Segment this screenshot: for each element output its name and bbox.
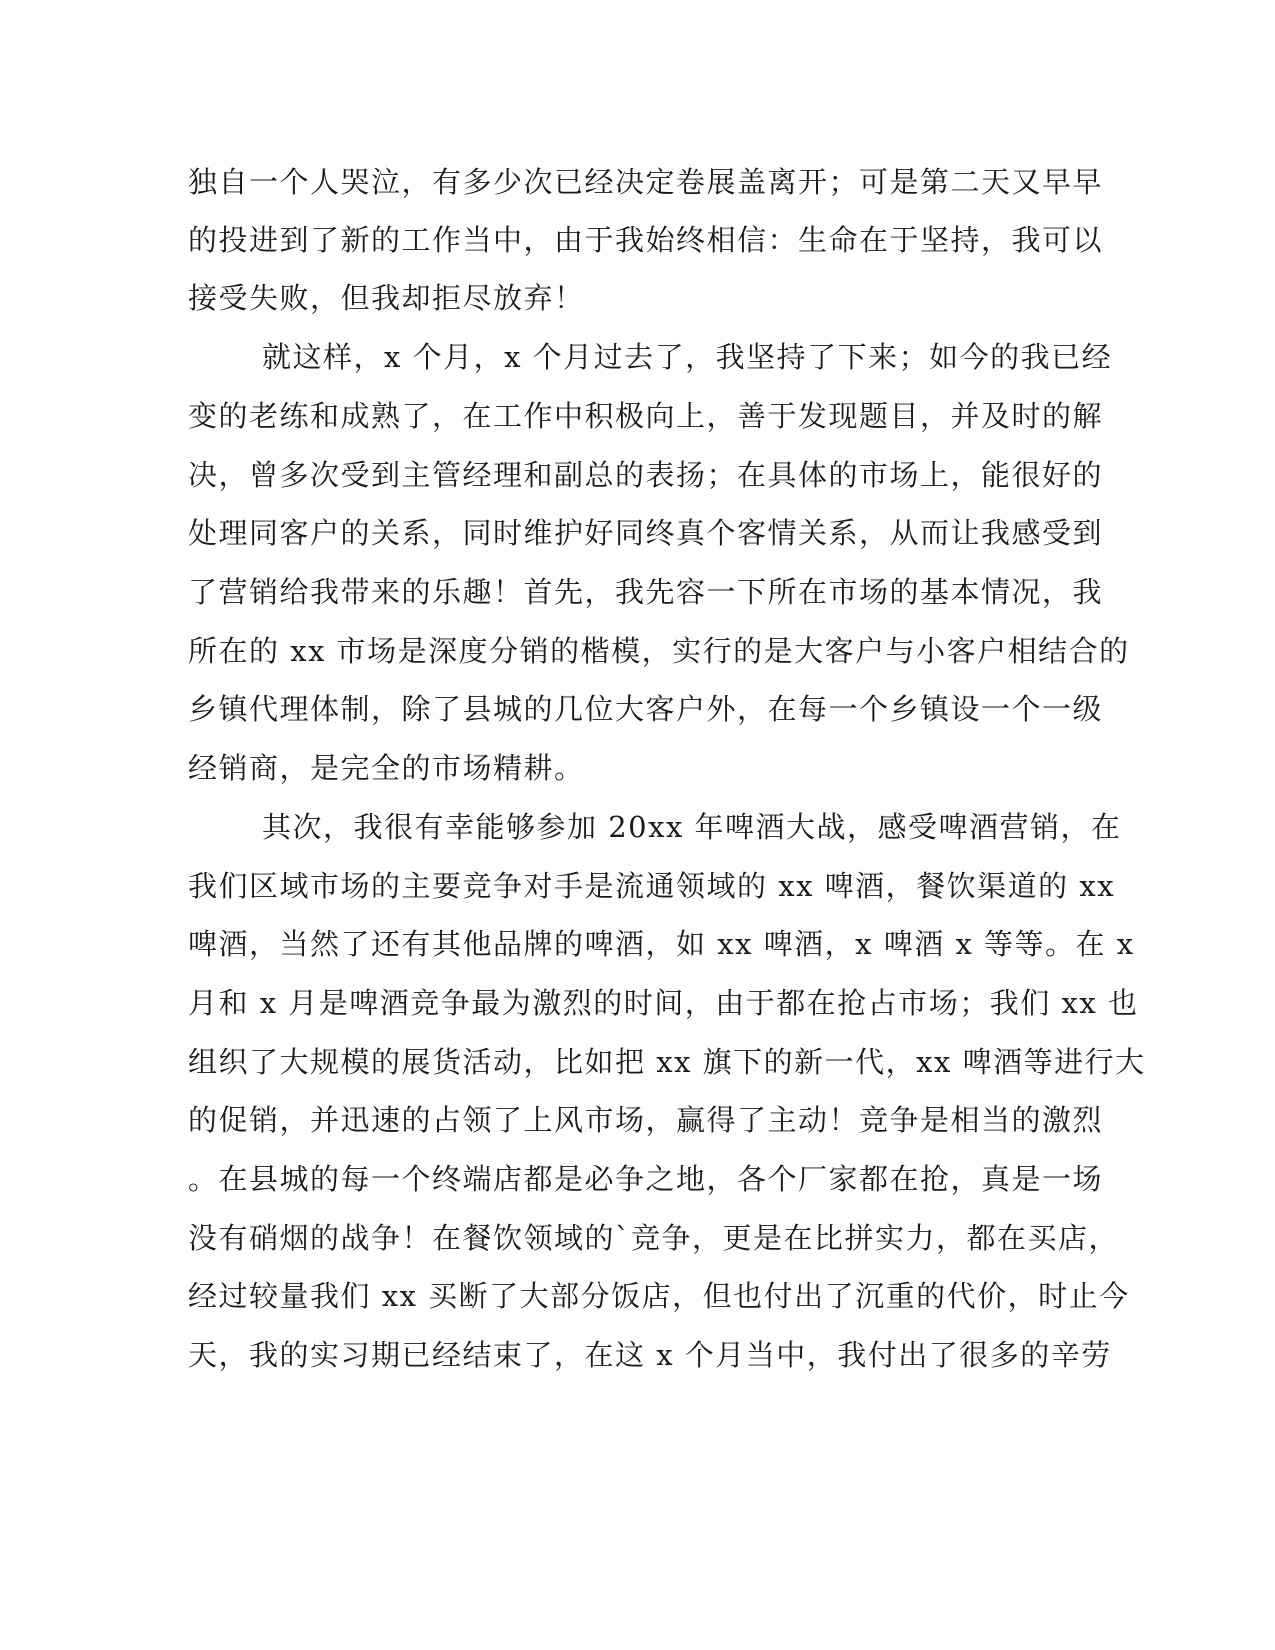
text-line-20: 经过较量我们 xx 买断了大部分饭店，但也付出了沉重的代价，时止今 — [188, 1279, 1130, 1313]
text-line-18: 。在县城的每一个终端店都是必争之地，各个厂家都在抢，真是一场 — [188, 1162, 1104, 1196]
text-line-12: 其次，我很有幸能够参加 20xx 年啤酒大战，感受啤酒营销，在 — [262, 810, 1122, 844]
text-line-4: 就这样，x 个月，x 个月过去了，我坚持了下来；如今的我已经 — [262, 340, 1113, 374]
text-line-5: 变的老练和成熟了，在工作中积极向上，善于发现题目，并及时的解 — [188, 399, 1104, 433]
text-line-6: 决，曾多次受到主管经理和副总的表扬；在具体的市场上，能很好的 — [188, 458, 1104, 492]
text-line-3: 接受失败，但我却拒尽放弃！ — [188, 281, 585, 315]
text-line-21: 天，我的实习期已经结束了，在这 x 个月当中，我付出了很多的辛劳 — [188, 1338, 1112, 1372]
text-line-13: 我们区域市场的主要竞争对手是流通领域的 xx 啤酒，餐饮渠道的 xx — [188, 869, 1116, 903]
text-line-19: 没有硝烟的战争！在餐饮领域的`竞争，更是在比拼实力，都在买店， — [188, 1221, 1120, 1255]
text-line-16: 组织了大规模的展货活动，比如把 xx 旗下的新一代，xx 啤酒等进行大 — [188, 1045, 1146, 1079]
text-line-15: 月和 x 月是啤酒竞争最为激烈的时间，由于都在抢占市场；我们 xx 也 — [188, 986, 1139, 1020]
text-line-8: 了营销给我带来的乐趣！首先，我先容一下所在市场的基本情况，我 — [188, 575, 1104, 609]
text-line-14: 啤酒，当然了还有其他品牌的啤酒，如 xx 啤酒，x 啤酒 x 等等。在 x — [188, 927, 1135, 961]
text-line-11: 经销商，是完全的市场精耕。 — [188, 751, 585, 785]
text-line-9: 所在的 xx 市场是深度分销的楷模，实行的是大客户与小客户相结合的 — [188, 634, 1130, 668]
text-line-10: 乡镇代理体制，除了县城的几位大客户外，在每一个乡镇设一个一级 — [188, 692, 1104, 726]
text-line-1: 独自一个人哭泣，有多少次已经决定卷展盖离开；可是第二天又早早 — [188, 165, 1104, 199]
text-line-17: 的促销，并迅速的占领了上风市场，赢得了主动！竞争是相当的激烈 — [188, 1103, 1104, 1137]
text-line-2: 的投进到了新的工作当中，由于我始终相信：生命在于坚持，我可以 — [188, 223, 1104, 257]
text-line-7: 处理同客户的关系，同时维护好同终真个客情关系，从而让我感受到 — [188, 516, 1104, 550]
